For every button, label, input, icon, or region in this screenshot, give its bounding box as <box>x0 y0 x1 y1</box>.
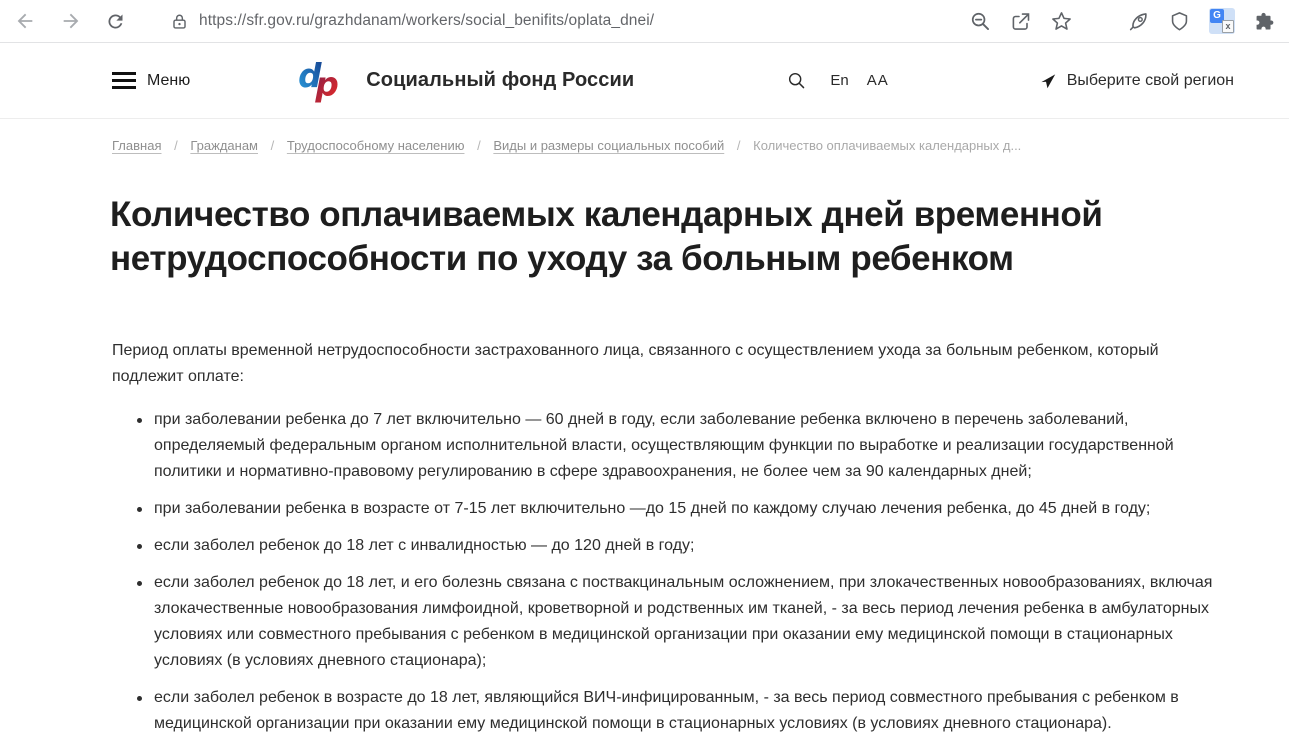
zoom-out-icon[interactable] <box>970 11 991 32</box>
font-size-toggle[interactable]: AA <box>866 72 889 89</box>
breadcrumb-current-page: Количество оплачиваемых календарных д... <box>753 138 1022 153</box>
region-selector[interactable] <box>1039 72 1234 90</box>
location-arrow-icon <box>1039 72 1057 90</box>
refresh-button[interactable] <box>98 4 132 38</box>
google-translate-icon[interactable] <box>1209 8 1235 34</box>
breadcrumb-separator: / <box>736 138 741 153</box>
breadcrumb-home[interactable]: Главная <box>112 138 162 153</box>
menu-label: Меню <box>147 71 191 89</box>
forward-arrow-icon <box>60 10 82 32</box>
language-toggle[interactable]: En <box>830 72 849 89</box>
breadcrumb-separator: / <box>174 138 178 153</box>
list-item <box>137 407 1229 485</box>
back-arrow-icon <box>14 10 36 32</box>
search-button[interactable] <box>787 71 806 90</box>
benefit-list <box>137 407 1241 738</box>
svg-text:d: d <box>298 56 322 95</box>
list-item-text: при заболевании ребенка в возрасте от 7-15 лет включительно —до 15 дней по каждому случаю лечения ребенка, до 45 дней в году; <box>154 499 1151 517</box>
address-bar[interactable] <box>170 12 950 31</box>
site-logo-link[interactable] <box>296 56 634 106</box>
refresh-icon <box>105 11 126 32</box>
breadcrumb-citizens[interactable]: Гражданам <box>190 138 258 153</box>
translate-page-glyph: x <box>1222 20 1234 33</box>
list-item <box>137 533 1229 559</box>
url-text[interactable]: https://sfr.gov.ru/grazhdanam/workers/social_benifits/oplata_dnei/ <box>199 12 655 29</box>
menu-button[interactable] <box>112 72 190 90</box>
list-item <box>137 496 1229 522</box>
extensions-puzzle-icon[interactable] <box>1254 11 1275 32</box>
bookmark-star-icon[interactable] <box>1051 11 1072 32</box>
rocket-extension-icon[interactable] <box>1128 10 1150 32</box>
sfr-logo-icon <box>296 56 356 106</box>
back-button[interactable] <box>8 4 42 38</box>
page-title: Количество оплачиваемых календарных дней временной нетрудоспособности по уходу за больным ребенком <box>110 195 1103 279</box>
toolbar-extensions <box>970 8 1275 34</box>
browser-toolbar <box>0 0 1289 43</box>
lock-icon <box>170 12 189 31</box>
breadcrumb-benefit-types[interactable]: Виды и размеры социальных пособий <box>493 138 725 153</box>
breadcrumb-working-population[interactable]: Трудоспособному населению <box>286 138 465 153</box>
region-selector-label: Выберите свой регион <box>1066 71 1234 89</box>
hamburger-icon <box>112 72 136 89</box>
share-icon[interactable] <box>1010 11 1032 32</box>
list-item-text: при заболевании ребенка до 7 лет включительно — 60 дней в году, если заболевание ребенка включено в перечень заболеваний, определяемый федеральным органом исполнительной власти, осуществляющим функции по выработке и реализации государственной политики и нормативно-правовому регулированию в сфере здравоохранения, не более чем за 90 календарных дней; <box>154 410 1174 480</box>
breadcrumb-separator: / <box>477 138 481 153</box>
site-title: Социальный фонд России <box>366 69 635 91</box>
breadcrumb <box>112 138 1229 153</box>
list-item-text: если заболел ребенок в возрасте до 18 лет, являющийся ВИЧ-инфицированным, - за весь период совместного пребывания с ребенком в медицинской организации при оказании ему медицинской помощи в стационарных условиях (в условиях дневного стационара). <box>154 689 1179 733</box>
intro-paragraph: Период оплаты временной нетрудоспособности застрахованного лица, связанного с осуществлением ухода за больным ребенком, который подлежит оплате: <box>112 341 1159 385</box>
breadcrumb-separator: / <box>270 138 275 153</box>
site-header <box>0 43 1289 119</box>
list-item-text: если заболел ребенок до 18 лет с инвалидностью — до 120 дней в году; <box>154 537 695 554</box>
list-item <box>137 685 1229 737</box>
search-icon <box>787 71 806 90</box>
shield-extension-icon[interactable] <box>1169 11 1190 32</box>
list-item <box>137 570 1229 674</box>
svg-text:p: p <box>315 64 340 103</box>
list-item-text: если заболел ребенок до 18 лет, и его болезнь связана с поствакцинальным осложнением, при злокачественных новообразованиях, включая злокачественные новообразования лимфоидной, кроветворной и родственных им тканей, - за весь период лечения ребенка в амбулаторных условиях или совместного пребывания с ребенком в медицинской организации при оказании ему медицинской помощи в стационарных условиях (в условиях дневного стационара); <box>154 574 1213 670</box>
translate-g-glyph: G <box>1210 9 1224 23</box>
forward-button[interactable] <box>54 4 88 38</box>
